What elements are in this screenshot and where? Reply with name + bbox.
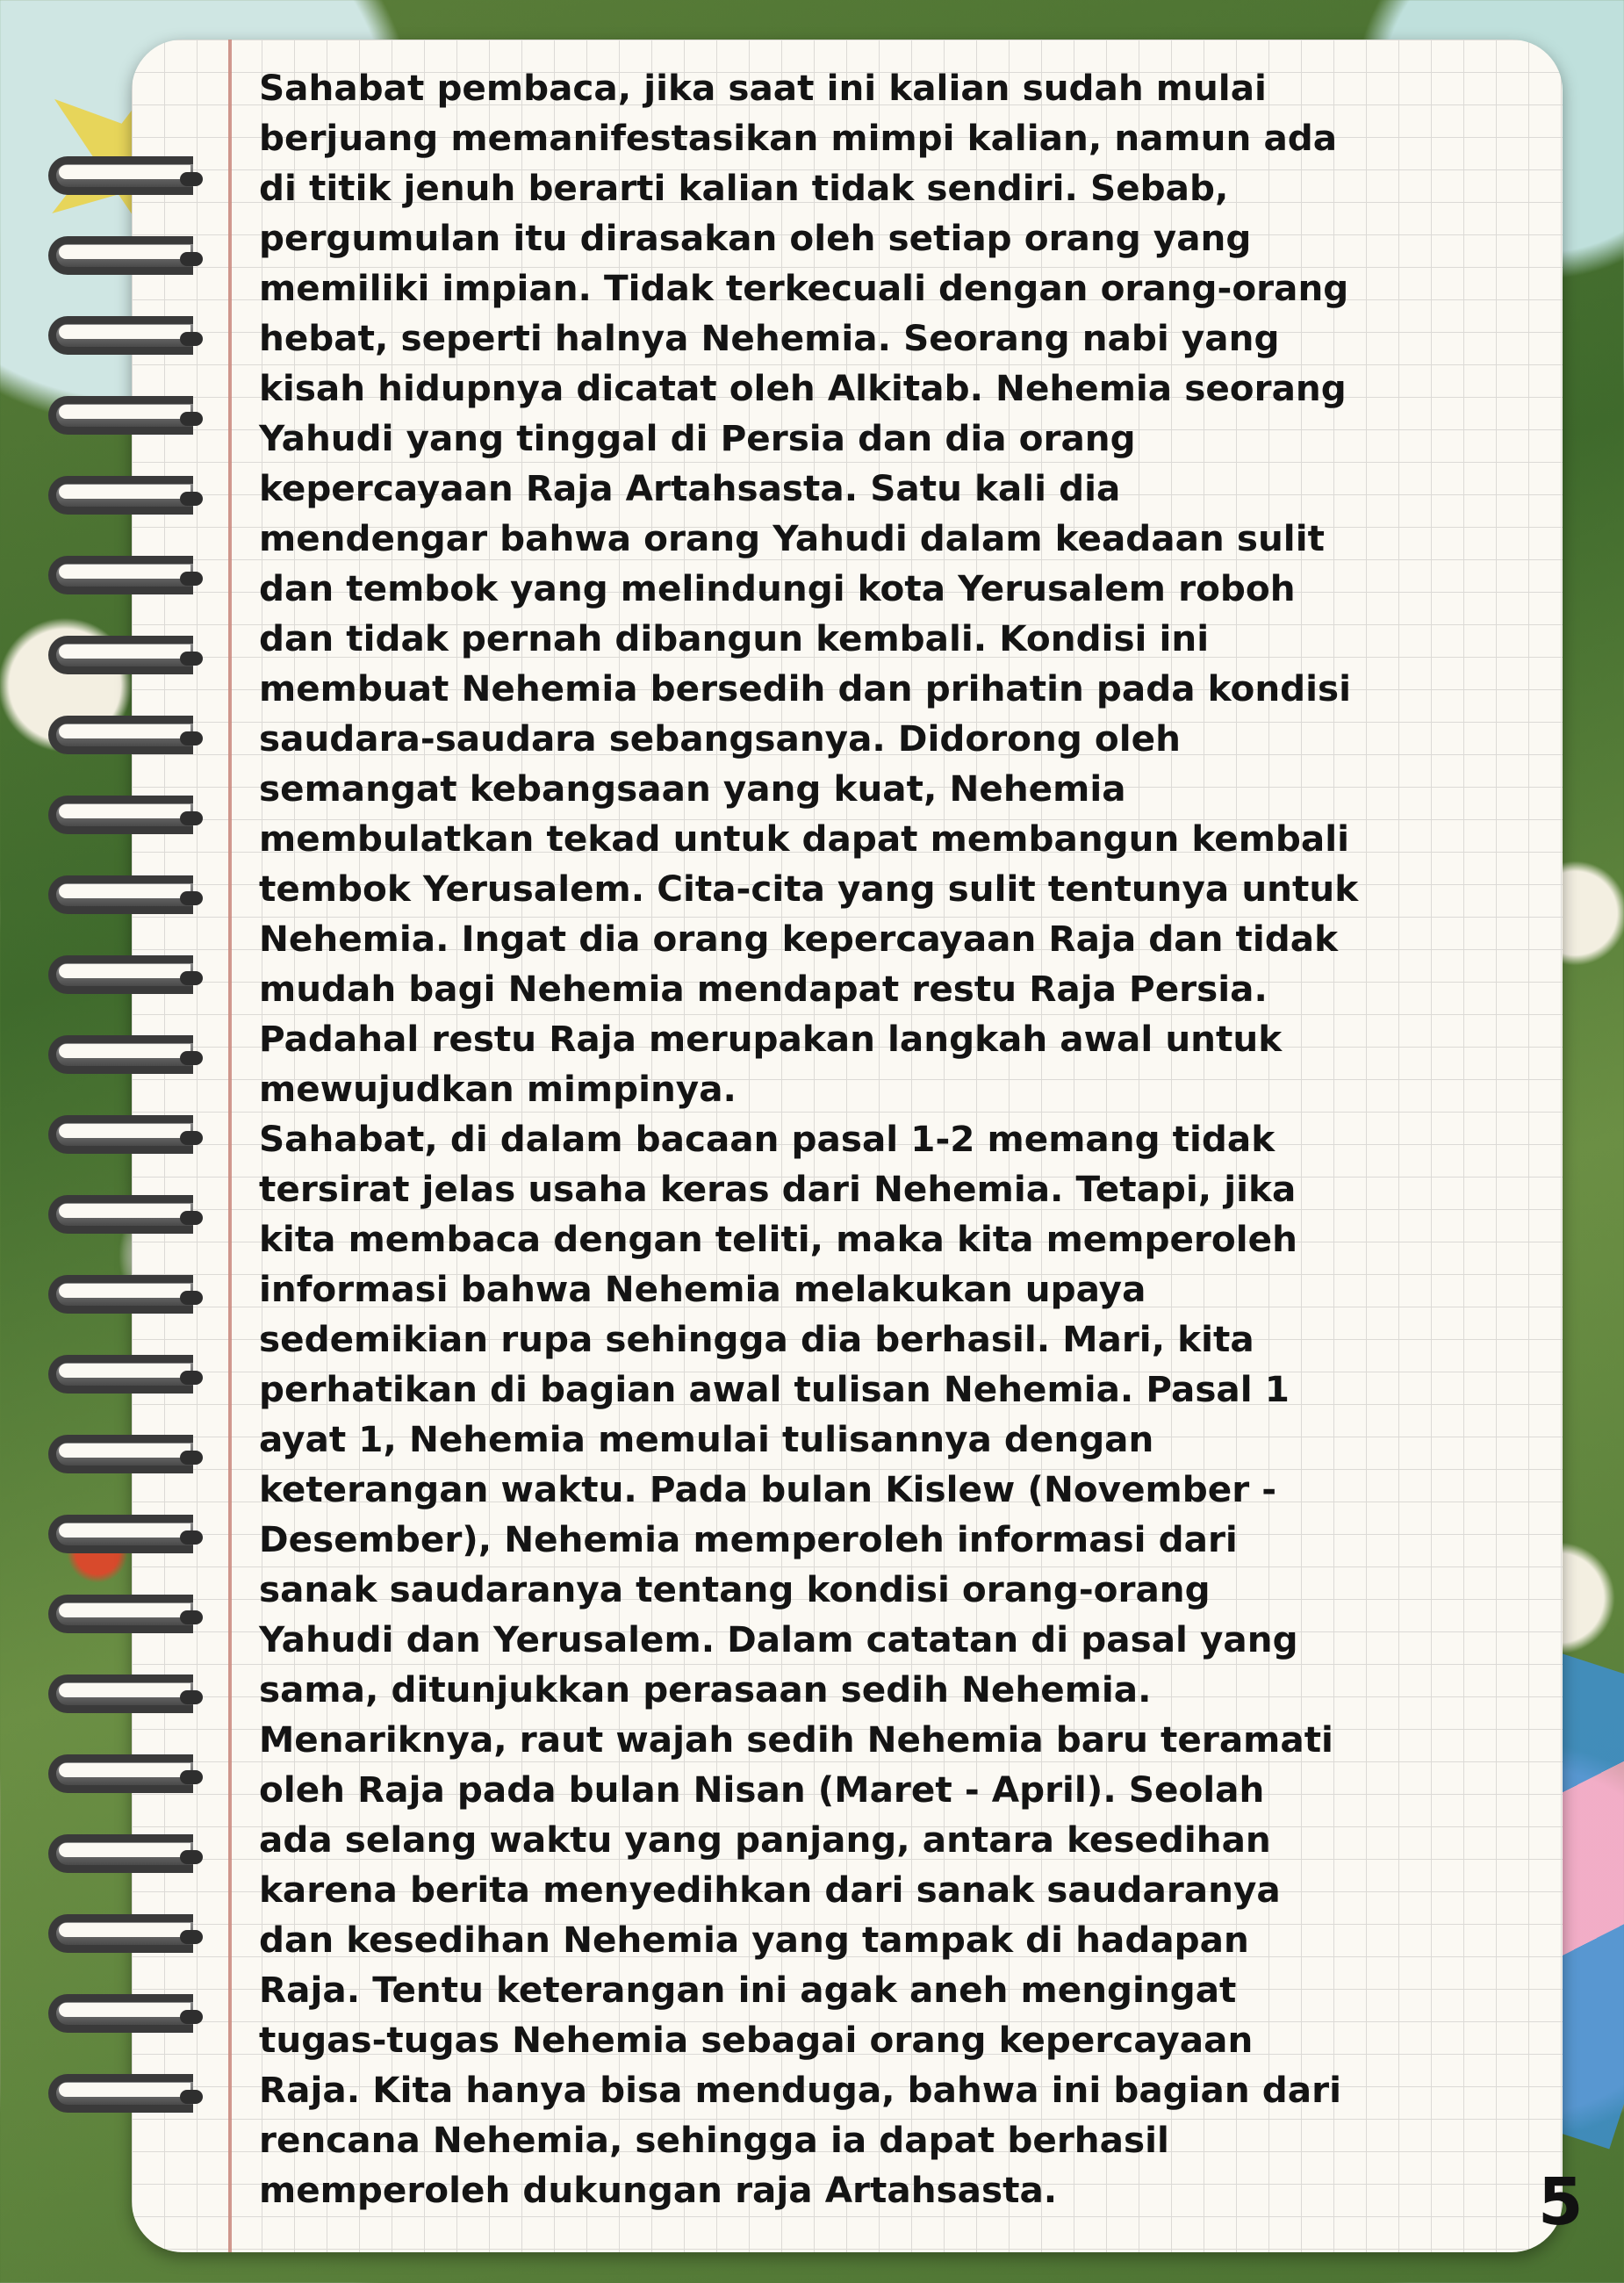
spiral-ring	[48, 1035, 215, 1077]
spiral-ring-inner	[59, 1683, 190, 1697]
spiral-ring-inner	[59, 325, 190, 339]
spiral-ring	[48, 396, 215, 438]
spiral-ring-inner	[59, 1284, 190, 1298]
spiral-ring	[48, 1195, 215, 1237]
margin-line	[228, 40, 232, 2252]
spiral-hole	[180, 2010, 203, 2024]
spiral-hole	[180, 332, 203, 346]
spiral-hole	[180, 492, 203, 506]
spiral-ring	[48, 1435, 215, 1477]
spiral-hole	[180, 1770, 203, 1784]
spiral-hole	[180, 1291, 203, 1305]
paragraph-2: Sahabat, di dalam bacaan pasal 1-2 memang tidak tersirat jelas usaha keras dari Nehemia. Tetapi, jika kita membaca dengan teliti, maka kita memperoleh informasi bahwa Nehemia melakukan upaya sedemikian rupa sehingga dia berhasil. Mari, kita perhatikan di bagian awal tulisan Nehemia. Pasal 1 ayat 1, Nehemia memulai tulisannya dengan keterangan waktu. Pada bulan Kislew (November - Desember), Nehemia memperoleh informasi dari sanak saudaranya tentang kondisi orang-orang Yahudi dan Yerusalem. Dalam catatan di pasal yang sama, ditunjukkan perasaan sedih Nehemia. Menariknya, raut wajah sedih Nehemia baru teramati oleh Raja pada bulan Nisan (Maret - April). Seolah ada selang waktu yang panjang, antara kesedihan karena berita menyedihkan dari sanak saudaranya dan kesedihan Nehemia yang tampak di hadapan Raja. Tentu keterangan ini agak aneh mengingat tugas-tugas Nehemia sebagai orang kepercayaan Raja. Kita hanya bisa menduga, bahwa ini bagian dari rencana Nehemia, sehingga ia dapat berhasil memperoleh dukungan raja Artahsasta.	[259, 1118, 1341, 2211]
spiral-ring-inner	[59, 565, 190, 579]
spiral-ring	[48, 1914, 215, 1956]
spiral-ring	[48, 875, 215, 918]
spiral-ring-inner	[59, 165, 190, 179]
spiral-hole	[180, 2090, 203, 2104]
spiral-hole	[180, 971, 203, 985]
spiral-hole	[180, 412, 203, 426]
spiral-ring	[48, 716, 215, 758]
spiral-hole	[180, 1371, 203, 1385]
spiral-ring-inner	[59, 1843, 190, 1857]
spiral-hole	[180, 1451, 203, 1465]
spiral-ring	[48, 796, 215, 838]
spiral-ring-inner	[59, 1763, 190, 1777]
spiral-ring-inner	[59, 1364, 190, 1378]
spiral-ring-inner	[59, 1044, 190, 1058]
spiral-ring	[48, 1834, 215, 1876]
spiral-hole	[180, 1610, 203, 1624]
spiral-ring-inner	[59, 405, 190, 419]
spiral-hole	[180, 252, 203, 266]
spiral-binding-icon	[48, 156, 224, 2193]
spiral-ring-inner	[59, 1603, 190, 1617]
spiral-ring	[48, 1595, 215, 1637]
spiral-hole	[180, 172, 203, 186]
spiral-hole	[180, 1850, 203, 1864]
spiral-hole	[180, 731, 203, 745]
spiral-ring	[48, 636, 215, 678]
spiral-hole	[180, 1690, 203, 1704]
spiral-ring	[48, 955, 215, 997]
spiral-ring	[48, 1515, 215, 1557]
spiral-ring	[48, 556, 215, 598]
spiral-ring	[48, 1275, 215, 1317]
spiral-hole	[180, 1051, 203, 1065]
spiral-ring-inner	[59, 2003, 190, 2017]
spiral-ring	[48, 476, 215, 518]
spiral-ring	[48, 1355, 215, 1397]
spiral-ring-inner	[59, 724, 190, 738]
spiral-hole	[180, 652, 203, 666]
spiral-ring-inner	[59, 1204, 190, 1218]
spiral-ring	[48, 1674, 215, 1717]
spiral-hole	[180, 891, 203, 905]
page-number: 5	[1538, 2164, 1584, 2240]
spiral-ring-inner	[59, 485, 190, 499]
spiral-ring	[48, 236, 215, 278]
spiral-ring	[48, 2074, 215, 2116]
spiral-ring-inner	[59, 1124, 190, 1138]
spiral-ring	[48, 316, 215, 358]
spiral-hole	[180, 572, 203, 586]
spiral-ring	[48, 1115, 215, 1157]
spiral-hole	[180, 1211, 203, 1225]
spiral-hole	[180, 1131, 203, 1145]
spiral-hole	[180, 1930, 203, 1944]
paragraph-1: Sahabat pembaca, jika saat ini kalian sudah mulai berjuang memanifestasikan mimpi kalian, namun ada di titik jenuh berarti kalian tidak sendiri. Sebab, pergumulan itu dirasakan oleh setiap orang yang memiliki impian. Tidak terkecuali dengan orang-orang hebat, seperti halnya Nehemia. Seorang nabi yang kisah hidupnya dicatat oleh Alkitab. Nehemia seorang Yahudi yang tinggal di Persia dan dia orang kepercayaan Raja Artahsasta. Satu kali dia mendengar bahwa orang Yahudi dalam keadaan sulit dan tembok yang melindungi kota Yerusalem roboh dan tidak pernah dibangun kembali. Kondisi ini membuat Nehemia bersedih dan prihatin pada kondisi saudara-saudara sebangsanya. Didorong oleh semangat kebangsaan yang kuat, Nehemia membulatkan tekad untuk dapat membangun kembali tembok Yerusalem. Cita-cita yang sulit tentunya untuk Nehemia. Ingat dia orang kepercayaan Raja dan tidak mudah bagi Nehemia mendapat restu Raja Persia. Padahal restu Raja merupakan langkah awal untuk mewujudkan mimpinya.	[259, 67, 1359, 1110]
article-body	[259, 63, 1549, 2215]
spiral-ring-inner	[59, 645, 190, 659]
spiral-ring-inner	[59, 1444, 190, 1458]
spiral-ring-inner	[59, 884, 190, 898]
spiral-ring	[48, 1994, 215, 2036]
spiral-ring-inner	[59, 964, 190, 978]
spiral-ring	[48, 156, 215, 198]
spiral-ring-inner	[59, 1923, 190, 1937]
spiral-ring-inner	[59, 2083, 190, 2097]
spiral-ring-inner	[59, 804, 190, 818]
spiral-hole	[180, 1530, 203, 1545]
spiral-ring-inner	[59, 245, 190, 259]
spiral-hole	[180, 811, 203, 825]
spiral-ring	[48, 1754, 215, 1797]
spiral-ring-inner	[59, 1523, 190, 1538]
